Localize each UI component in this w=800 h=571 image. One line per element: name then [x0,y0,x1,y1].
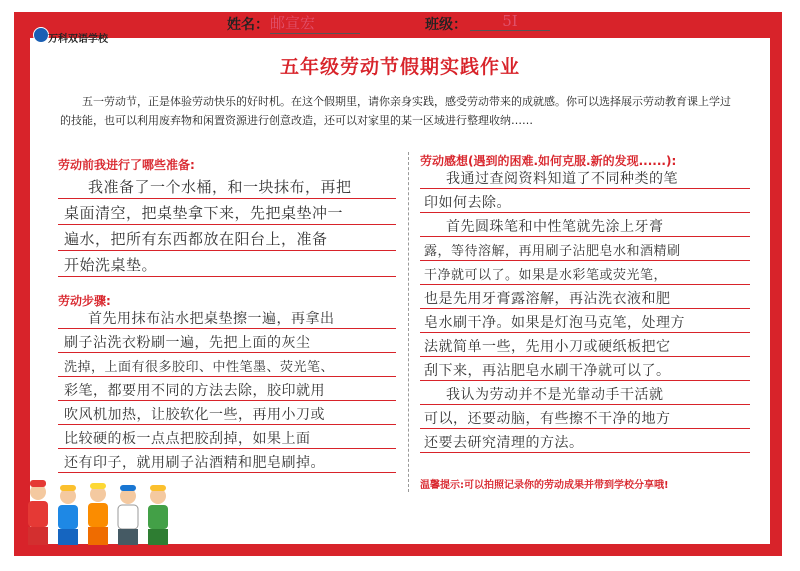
rule-line [58,400,396,401]
prep-line: 我准备了一个水桶，和一块抹布，再把 [88,178,352,196]
rule-line [58,276,396,277]
rule-line [58,376,396,377]
rule-line [420,308,750,309]
prep-line: 开始洗桌垫。 [64,256,158,274]
rule-line [58,198,396,199]
intro-paragraph: 五一劳动节，正是体验劳动快乐的好时机。在这个假期里，请你亲身实践，感受劳动带来的成就感。你可以选择展示劳动教育课上学过的技能，也可以利用废弃物和闲置资源进行创意改造，还可以对家里的某一区域进行整理收纳…… [60,95,731,127]
reflection-line: 可以，还要动脑，有些擦不干净的地方 [424,411,671,427]
worker-figure [58,485,78,545]
workers-illustration [16,470,186,550]
reflection-line: 法就简单一些，先用小刀或硬纸板把它 [424,339,671,355]
page-title: 五年级劳动节假期实践作业 [279,56,520,78]
worker-figure [118,485,138,545]
school-logo-icon [33,27,49,43]
prep-section-title: 劳动前我进行了哪些准备: [58,158,195,172]
rule-line [420,428,750,429]
reflection-line: 印如何去除。 [424,195,511,211]
reflection-line: 也是先用牙膏露溶解，再沾洗衣液和肥 [424,291,671,307]
rule-line [420,236,750,237]
name-field: 邮宣宏 [270,12,360,34]
rule-line [58,352,396,353]
reflection-section-title: 劳动感想(遇到的困难.如何克服.新的发现......): [420,154,677,168]
rule-line [58,448,396,449]
rule-line [420,452,750,453]
rule-line [420,380,750,381]
rule-line [58,250,396,251]
steps-line: 首先用抹布沾水把桌垫擦一遍，再拿出 [88,311,335,327]
reflection-line: 首先圆珠笔和中性笔就先涂上牙膏 [446,219,664,235]
rule-line [420,188,750,189]
rule-line [420,404,750,405]
reflection-line: 还要去研究清理的方法。 [424,435,584,451]
worker-figure [88,483,108,545]
name-label: 姓名： [227,17,269,33]
steps-line: 刷子沾洗衣粉刷一遍，先把上面的灰尘 [64,335,311,351]
steps-line: 吹风机加热，让胶软化一些，再用小刀或 [64,407,325,423]
reflection-line: 露，等待溶解，再用刷子沾肥皂水和酒精刷 [424,244,681,259]
class-label: 班级： [425,17,467,33]
reflection-line: 皂水刷干净。如果是灯泡马克笔，处理方 [424,315,685,331]
steps-line: 比较硬的板一点点把胶刮掉，如果上面 [64,431,311,447]
prep-line: 桌面清空，把桌垫拿下来，先把桌垫冲一 [64,204,344,222]
reflection-line: 刮下来，再沾肥皂水刷干净就可以了。 [424,363,671,379]
column-divider [408,152,409,492]
reflection-line: 干净就可以了。如果是水彩笔或荧光笔， [424,268,668,283]
class-field: 5Ⅰ [470,12,550,31]
worker-figure [148,485,168,545]
rule-line [420,212,750,213]
rule-line [58,424,396,425]
rule-line [420,260,750,261]
rule-line [420,332,750,333]
rule-line [58,328,396,329]
reflection-line: 我通过查阅资料知道了不同种类的笔 [446,171,678,187]
rule-line [420,284,750,285]
steps-section-title: 劳动步骤: [58,294,111,308]
tip-note: 温馨提示:可以拍照记录你的劳动成果并带到学校分享哦! [420,480,669,491]
school-name: 万科双语学校 [48,34,108,45]
prep-line: 遍水，把所有东西都放在阳台上，准备 [64,230,328,248]
steps-line: 彩笔，都要用不同的方法去除，胶印就用 [64,383,325,399]
rule-line [420,356,750,357]
rule-line [58,224,396,225]
reflection-line: 我认为劳动并不是光靠动手干活就 [446,387,664,403]
steps-line: 洗掉，上面有很多胶印、中性笔墨、荧光笔、 [64,360,335,375]
steps-line: 还有印子，就用刷子沾酒精和肥皂刷掉。 [64,455,325,471]
worker-figure [28,480,48,545]
